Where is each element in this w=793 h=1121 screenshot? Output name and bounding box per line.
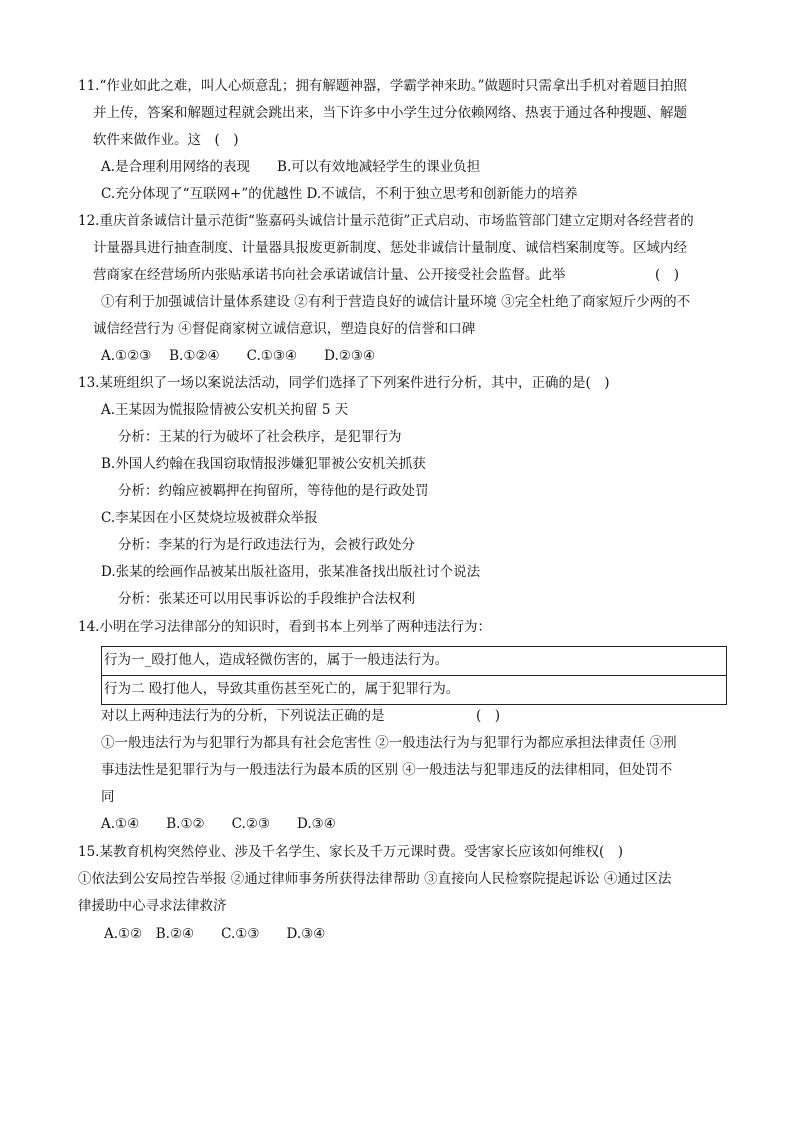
q13-option-a: A.王某因为慌报险情被公安机关拘留 5 天: [101, 402, 349, 418]
q11-options-line-2: C.充分体现了“互联网+”的优越性 D.不诚信，不利于独立思考和创新能力的培养: [101, 186, 578, 202]
q13-option-c-analysis: 分析：李某的行为是行政违法行为，会被行政处分: [118, 537, 415, 553]
q14-behavior-row-2: 行为二 殴打他人，导致其重伤甚至死亡的，属于犯罪行为。: [102, 675, 726, 704]
q15-options: A.①② B.②④ C.①③ D.③④: [104, 926, 326, 942]
q13-option-c: C.李某因在小区焚烧垃圾被群众举报: [101, 510, 318, 526]
q11-stem-line-2: 并上传，答案和解题过程就会跳出来，当下许多中小学生过分依赖网络、热衷于通过各种搜题、解题: [93, 105, 687, 121]
q13-option-b: B.外国人约翰在我国窃取情报涉嫌犯罪被公安机关抓获: [101, 456, 426, 472]
q12-stem-line-3: 营商家在经营场所内张贴承诺书向社会承诺诚信计量、公开接受社会监督。此举: [93, 267, 566, 283]
q14-question: 对以上两种违法行为的分析，下列说法正确的是: [101, 708, 385, 724]
q15-statements-line-2: 律援助中心寻求法律救济: [78, 898, 227, 914]
q12-stem-line-1: 12.重庆首条诚信计量示范街“鉴嘉码头诚信计量示范街”正式启动、市场监管部门建立定期对各经营者的: [78, 213, 694, 229]
q14-behavior-row-1: 行为一_殴打他人，造成轻微伤害的，属于一般违法行为。: [104, 652, 449, 668]
q13-stem: 13.某班组织了一场以案说法活动，同学们选择了下列案件进行分析，其中，正确的是( ): [78, 375, 610, 391]
q11-stem-line-3: 软件来做作业。这 ( ): [93, 132, 239, 148]
q14-statements-line-1: ①一般违法行为与犯罪行为都具有社会危害性 ②一般违法行为与犯罪行为都应承担法律责任 ③刑: [101, 735, 677, 751]
q12-statements-line-2: 诚信经营行为 ④督促商家树立诚信意识，塑造良好的信誉和口碑: [93, 321, 476, 337]
q14-statements-line-3: 同: [101, 789, 115, 805]
q14-answer-paren: ( ): [476, 708, 501, 724]
q11-stem-line-1: 11.“作业如此之难，叫人心烦意乱；拥有解题神器，学霸学神来助。”做题时只需拿出手机对着题目拍照: [78, 78, 688, 94]
q15-statements-line-1: ①依法到公安局控告举报 ②通过律师事务所获得法律帮助 ③直接向人民检察院提起诉讼 ④通过区法: [78, 871, 672, 887]
q12-stem-line-2: 计量器具进行抽查制度、计量器具报废更新制度、惩处非诚信计量制度、诚信档案制度等。区域内经: [93, 240, 687, 256]
q14-statements-line-2: 事违法性是犯罪行为与一般违法行为最本质的区别 ④一般违法与犯罪违反的法律相同，但处罚不: [101, 762, 673, 778]
q15-stem: 15.某教育机构突然停业、涉及千名学生、家长及千万元课时费。受害家长应该如何维权( ): [78, 844, 624, 860]
q14-behavior-table: [101, 646, 727, 705]
q13-option-a-analysis: 分析：王某的行为破坏了社会秩序，是犯罪行为: [118, 429, 402, 445]
q14-options: A.①④ B.①② C.②③ D.③④: [101, 816, 336, 832]
q13-option-d-analysis: 分析：张某还可以用民事诉讼的手段维护合法权利: [118, 591, 415, 607]
q13-option-b-analysis: 分析：约翰应被羁押在拘留所，等待他的是行政处罚: [118, 483, 429, 499]
q13-option-d: D.张某的绘画作品被某出版社盗用，张某准备找出版社讨个说法: [101, 564, 481, 580]
q12-options: A.①②③ B.①②④ C.①③④ D.②③④: [101, 348, 376, 364]
q11-options-line-1: A.是合理利用网络的表现 B.可以有效地减轻学生的课业负担: [101, 159, 481, 175]
q12-answer-paren: ( ): [655, 267, 680, 283]
q12-statements-line-1: ①有利于加强诚信计量体系建设 ②有利于营造良好的诚信计量环境 ③完全杜绝了商家短斤少两的不: [101, 294, 691, 310]
q14-stem: 14.小明在学习法律部分的知识时，看到书本上列举了两种违法行为：: [78, 619, 491, 635]
